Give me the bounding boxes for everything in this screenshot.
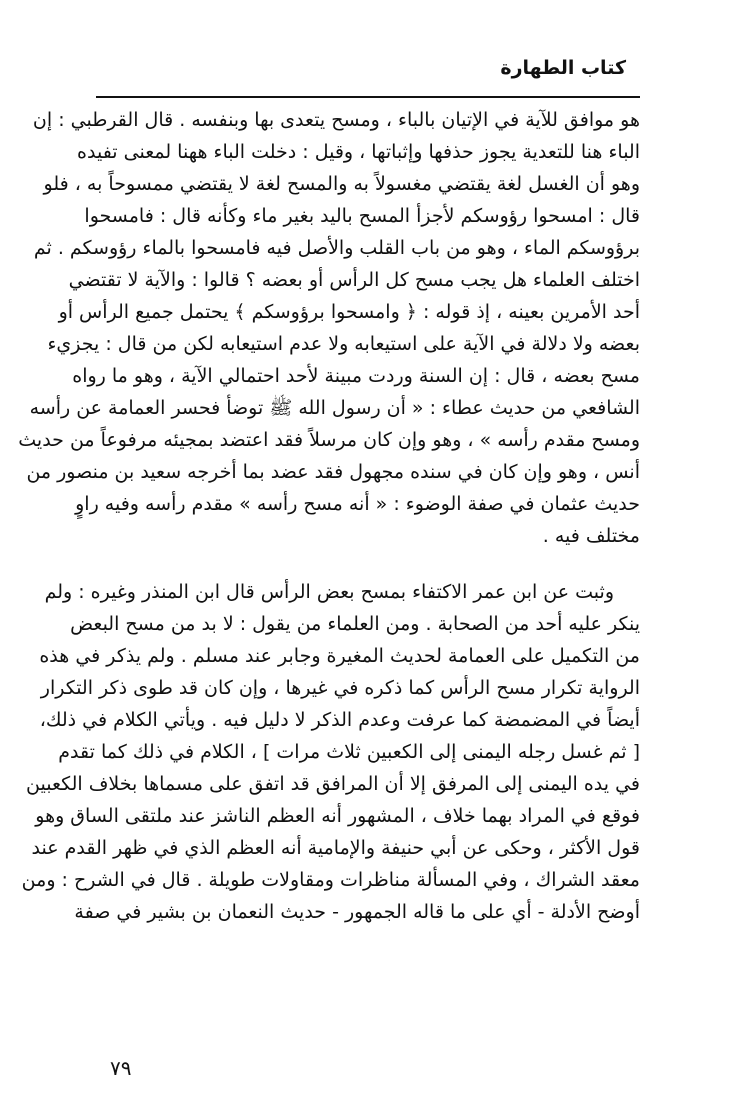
text-line: وهو أن الغسل لغة يقتضي مغسولاً به والمسح لغة لا يقتضي ممسوحاً به ، فلو (43, 173, 640, 195)
text-line: الباء هنا للتعدية يجوز حذفها وإثباتها ، وقيل : دخلت الباء ههنا لمعنى تفيده (77, 141, 640, 163)
text-line: مختلف فيه . (542, 525, 640, 547)
text-line: حديث عثمان في صفة الوضوء : « أنه مسح رأسه » مقدم رأسه وفيه راوٍ (75, 493, 640, 515)
text-line: ينكر عليه أحد من الصحابة . ومن العلماء من يقول : لا بد من مسح البعض (70, 613, 640, 635)
text-line: وثبت عن ابن عمر الاكتفاء بمسح بعض الرأس قال ابن المنذر وغيره : ولم (44, 581, 614, 603)
paragraph-gap (96, 552, 640, 576)
text-line: أنس ، وهو وإن كان في سنده مجهول فقد عضد بما أخرجه سعيد بن منصور من (26, 461, 640, 483)
text-line: أيضاً في المضمضة كما عرفت وعدم الذكر لا دليل فيه . ويأتي الكلام في ذلك، (39, 709, 640, 731)
paragraph-2 (21, 576, 640, 928)
text-line: [ ثم غسل رجله اليمنى إلى الكعبين ثلاث مرات ] ، الكلام في ذلك كما تقدم (58, 741, 640, 763)
text-line: الرواية تكرار مسح الرأس كما ذكره في غيرها ، وإن كان قد طوى ذكر التكرار (40, 677, 640, 699)
body-text (18, 104, 640, 928)
running-header-title: كتاب الطهارة (500, 57, 626, 79)
text-line: فوقع في المراد بهما خلاف ، المشهور أنه العظم الناشز عند ملتقى الساق وهو (35, 805, 640, 827)
text-line: أحد الأمرين بعينه ، إذ قوله : ﴿ وامسحوا برؤوسكم ﴾ يحتمل جميع الرأس أو (58, 301, 640, 323)
text-line: هو موافق للآية في الإتيان بالباء ، ومسح يتعدى بها وبنفسه . قال القرطبي : إن (32, 109, 640, 131)
text-line: من التكميل على العمامة لحديث المغيرة وجابر عند مسلم . ولم يذكر في هذه (39, 645, 640, 667)
header-divider (96, 96, 640, 98)
text-line: في يده اليمنى إلى المرفق إلا أن المرافق قد اتفق على مسماها بخلاف الكعبين (26, 773, 640, 795)
paragraph-1 (18, 104, 640, 552)
text-line: الشافعي من حديث عطاء : « أن رسول الله ﷺ توضأ فحسر العمامة عن رأسه (29, 397, 640, 419)
text-line: معقد الشراك ، وفي المسألة مناظرات ومقاولات طويلة . قال في الشرح : ومن (21, 869, 640, 891)
text-line: أوضح الأدلة - أي على ما قاله الجمهور - حديث النعمان بن بشير في صفة (74, 901, 640, 923)
text-line: برؤوسكم الماء ، وهو من باب القلب والأصل فيه فامسحوا بالماء رؤوسكم . ثم (33, 237, 640, 259)
text-line: قال : امسحوا رؤوسكم لأجزأ المسح باليد بغير ماء وكأنه قال : فامسحوا (84, 205, 640, 227)
page-number: ٧٩ (110, 1056, 132, 1080)
text-line: مسح بعضه ، قال : إن السنة وردت مبينة لأحد احتمالي الآية ، وهو ما رواه (72, 365, 640, 387)
text-line: اختلف العلماء هل يجب مسح كل الرأس أو بعضه ؟ قالوا : والآية لا تقتضي (68, 269, 640, 291)
text-line: ومسح مقدم رأسه » ، وهو وإن كان مرسلاً فقد اعتضد بمجيئه مرفوعاً من حديث (18, 429, 640, 451)
text-line: بعضه ولا دلالة في الآية على استيعابه ولا عدم استيعابه لكن من قال : يجزيء (47, 333, 640, 355)
text-line: قول الأكثر ، وحكى عن أبي حنيفة والإمامية أنه العظم الذي في ظهر القدم عند (31, 837, 640, 859)
